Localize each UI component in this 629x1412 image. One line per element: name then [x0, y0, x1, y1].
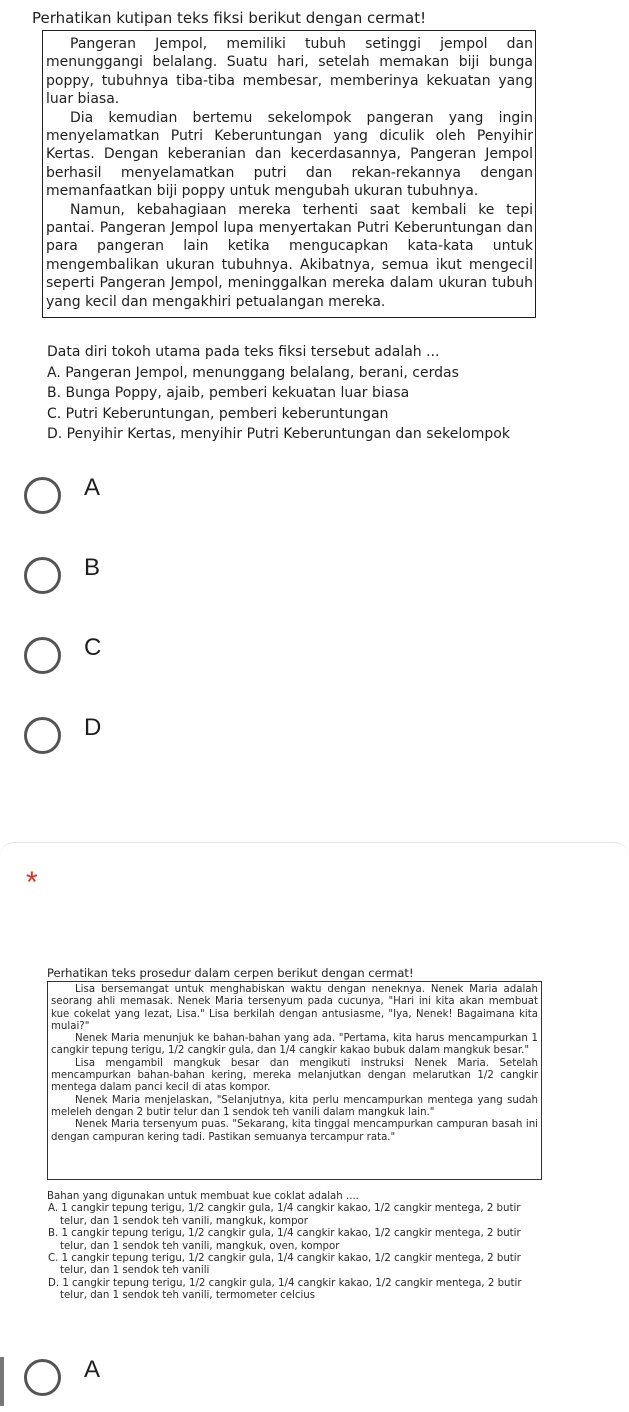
- passage-paragraph: Lisa mengambil mangkuk besar dan mengikuti instruksi Nenek Maria. Setelah mencampurkan bahan-bahan kering, mereka melanjutkan dengan melarutkan 1/2 cangkir mentega dalam panci kecil di atas kompor.: [51, 1057, 538, 1094]
- choice-text-b: B. Bunga Poppy, ajaib, pemberi kekuatan luar biasa: [47, 385, 410, 401]
- radio-circle-icon[interactable]: [24, 717, 61, 754]
- choice-text-a: A. 1 cangkir tepung terigu, 1/2 cangkir gula, 1/4 cangkir kakao, 1/2 cangkir mentega, 2 butir telur, dan 1 sendok teh vanili, mangkuk, kompor: [48, 1203, 521, 1227]
- choice-text-d: D. 1 cangkir tepung terigu, 1/2 cangkir gula, 1/4 cangkir kakao, 1/2 cangkir mentega, 2 butir telur, dan 1 sendok teh vanili, termometer celcius: [48, 1277, 522, 1302]
- radio-circle-icon[interactable]: [24, 557, 61, 594]
- procedure-passage-box: [47, 981, 542, 1180]
- passage-paragraph: Nenek Maria tersenyum puas. "Sekarang, kita tinggal mencampurkan campuran basah ini dengan campuran kering tadi. Pastikan semuanya tercampur rata.": [51, 1119, 538, 1143]
- question-text: Data diri tokoh utama pada teks fiksi tersebut adalah ...: [47, 344, 440, 360]
- question-text: Bahan yang digunakan untuk membuat kue coklat adalah ....: [47, 1191, 359, 1202]
- required-asterisk: *: [26, 866, 38, 899]
- radio-circle-icon[interactable]: [24, 637, 61, 674]
- question-instruction: Perhatikan teks prosedur dalam cerpen berikut dengan cermat!: [47, 966, 414, 980]
- radio-label[interactable]: B: [84, 554, 101, 581]
- question-stem: [47, 342, 510, 445]
- passage-paragraph: Dia kemudian bertemu sekelompok pangeran yang ingin menyelamatkan Putri Keberuntungan yang diculik oleh Penyihir Kertas. Dengan keberanian dan kecerdasannya, Pangeran Jempol berhasil menyelamatkan putri dan rekan-rekannya dengan memanfaatkan biji poppy untuk mengubah ukuran tubuhnya.: [46, 109, 533, 200]
- radio-option-b[interactable]: [0, 550, 629, 610]
- choice-text-c: C. 1 cangkir tepung terigu, 1/2 cangkir gula, 1/4 cangkir kakao, 1/2 cangkir mentega, 2 butir telur, dan 1 sendok teh vanili: [48, 1253, 521, 1277]
- passage-paragraph: Lisa bersemangat untuk menghabiskan waktu dengan neneknya. Nenek Maria adalah seorang ahli memasak. Nenek Maria tersenyum pada cucunya, "Hari ini kita akan membuat kue cokelat yang lezat, Lisa." Lisa berkilah dengan antusiasme, "Iya, Nenek! Bagaimana kita mulai?": [51, 984, 538, 1032]
- radio-option-a[interactable]: [0, 470, 629, 530]
- question-stem: [47, 1191, 547, 1303]
- choice-text-d: D. Penyihir Kertas, menyihir Putri Keberuntungan dan sekelompok: [47, 426, 510, 442]
- radio-option-a[interactable]: [0, 1352, 629, 1412]
- question-instruction: Perhatikan kutipan teks fiksi berikut dengan cermat!: [32, 9, 427, 27]
- choice-text-b: B. 1 cangkir tepung terigu, 1/2 cangkir gula, 1/4 cangkir kakao, 1/2 cangkir mentega, 2 butir telur, dan 1 sendok teh vanili, mangkuk, oven, kompor: [48, 1228, 521, 1252]
- radio-circle-icon[interactable]: [24, 477, 61, 514]
- radio-label[interactable]: A: [84, 1356, 101, 1383]
- radio-label[interactable]: A: [84, 474, 101, 501]
- radio-option-c[interactable]: [0, 630, 629, 690]
- radio-label[interactable]: D: [84, 714, 102, 741]
- passage-paragraph: Nenek Maria menunjuk ke bahan-bahan yang ada. "Pertama, kita harus mencampurkan 1 cangkir tepung terigu, 1/2 cangkir gula, dan 1/4 cangkir kakao bubuk dalam mangkuk besar.": [51, 1033, 538, 1057]
- radio-label[interactable]: C: [84, 634, 102, 661]
- passage-paragraph: Pangeran Jempol, memiliki tubuh setinggi jempol dan menunggangi belalang. Suatu hari, setelah memakan biji bunga poppy, tubuhnya tiba-tiba membesar, memberinya kekuatan yang luar biasa.: [46, 36, 533, 108]
- radio-circle-icon[interactable]: [24, 1359, 61, 1396]
- passage-paragraph: Namun, kebahagiaan mereka terhenti saat kembali ke tepi pantai. Pangeran Jempol lupa menyertakan Putri Keberuntungan dan para pangeran lain ketika mengucapkan kata-kata untuk mengembalikan ukuran tubuhnya. Akibatnya, semua ikut mengecil seperti Pangeran Jempol, meninggalkan mereka dalam ukuran tubuh yang kecil dan mengakhiri petualangan mereka.: [46, 201, 533, 310]
- choice-text-c: C. Putri Keberuntungan, pemberi keberuntungan: [47, 405, 389, 422]
- choice-text-a: A. Pangeran Jempol, menunggang belalang, berani, cerdas: [47, 364, 459, 381]
- passage-paragraph: Nenek Maria menjelaskan, "Selanjutnya, kita perlu mencampurkan mentega yang sudah meleleh dengan 2 butir telur dan 1 sendok teh vanili dalam mangkuk lain.": [51, 1094, 538, 1118]
- fiction-passage-box: [42, 30, 536, 318]
- radio-option-d[interactable]: [0, 710, 629, 770]
